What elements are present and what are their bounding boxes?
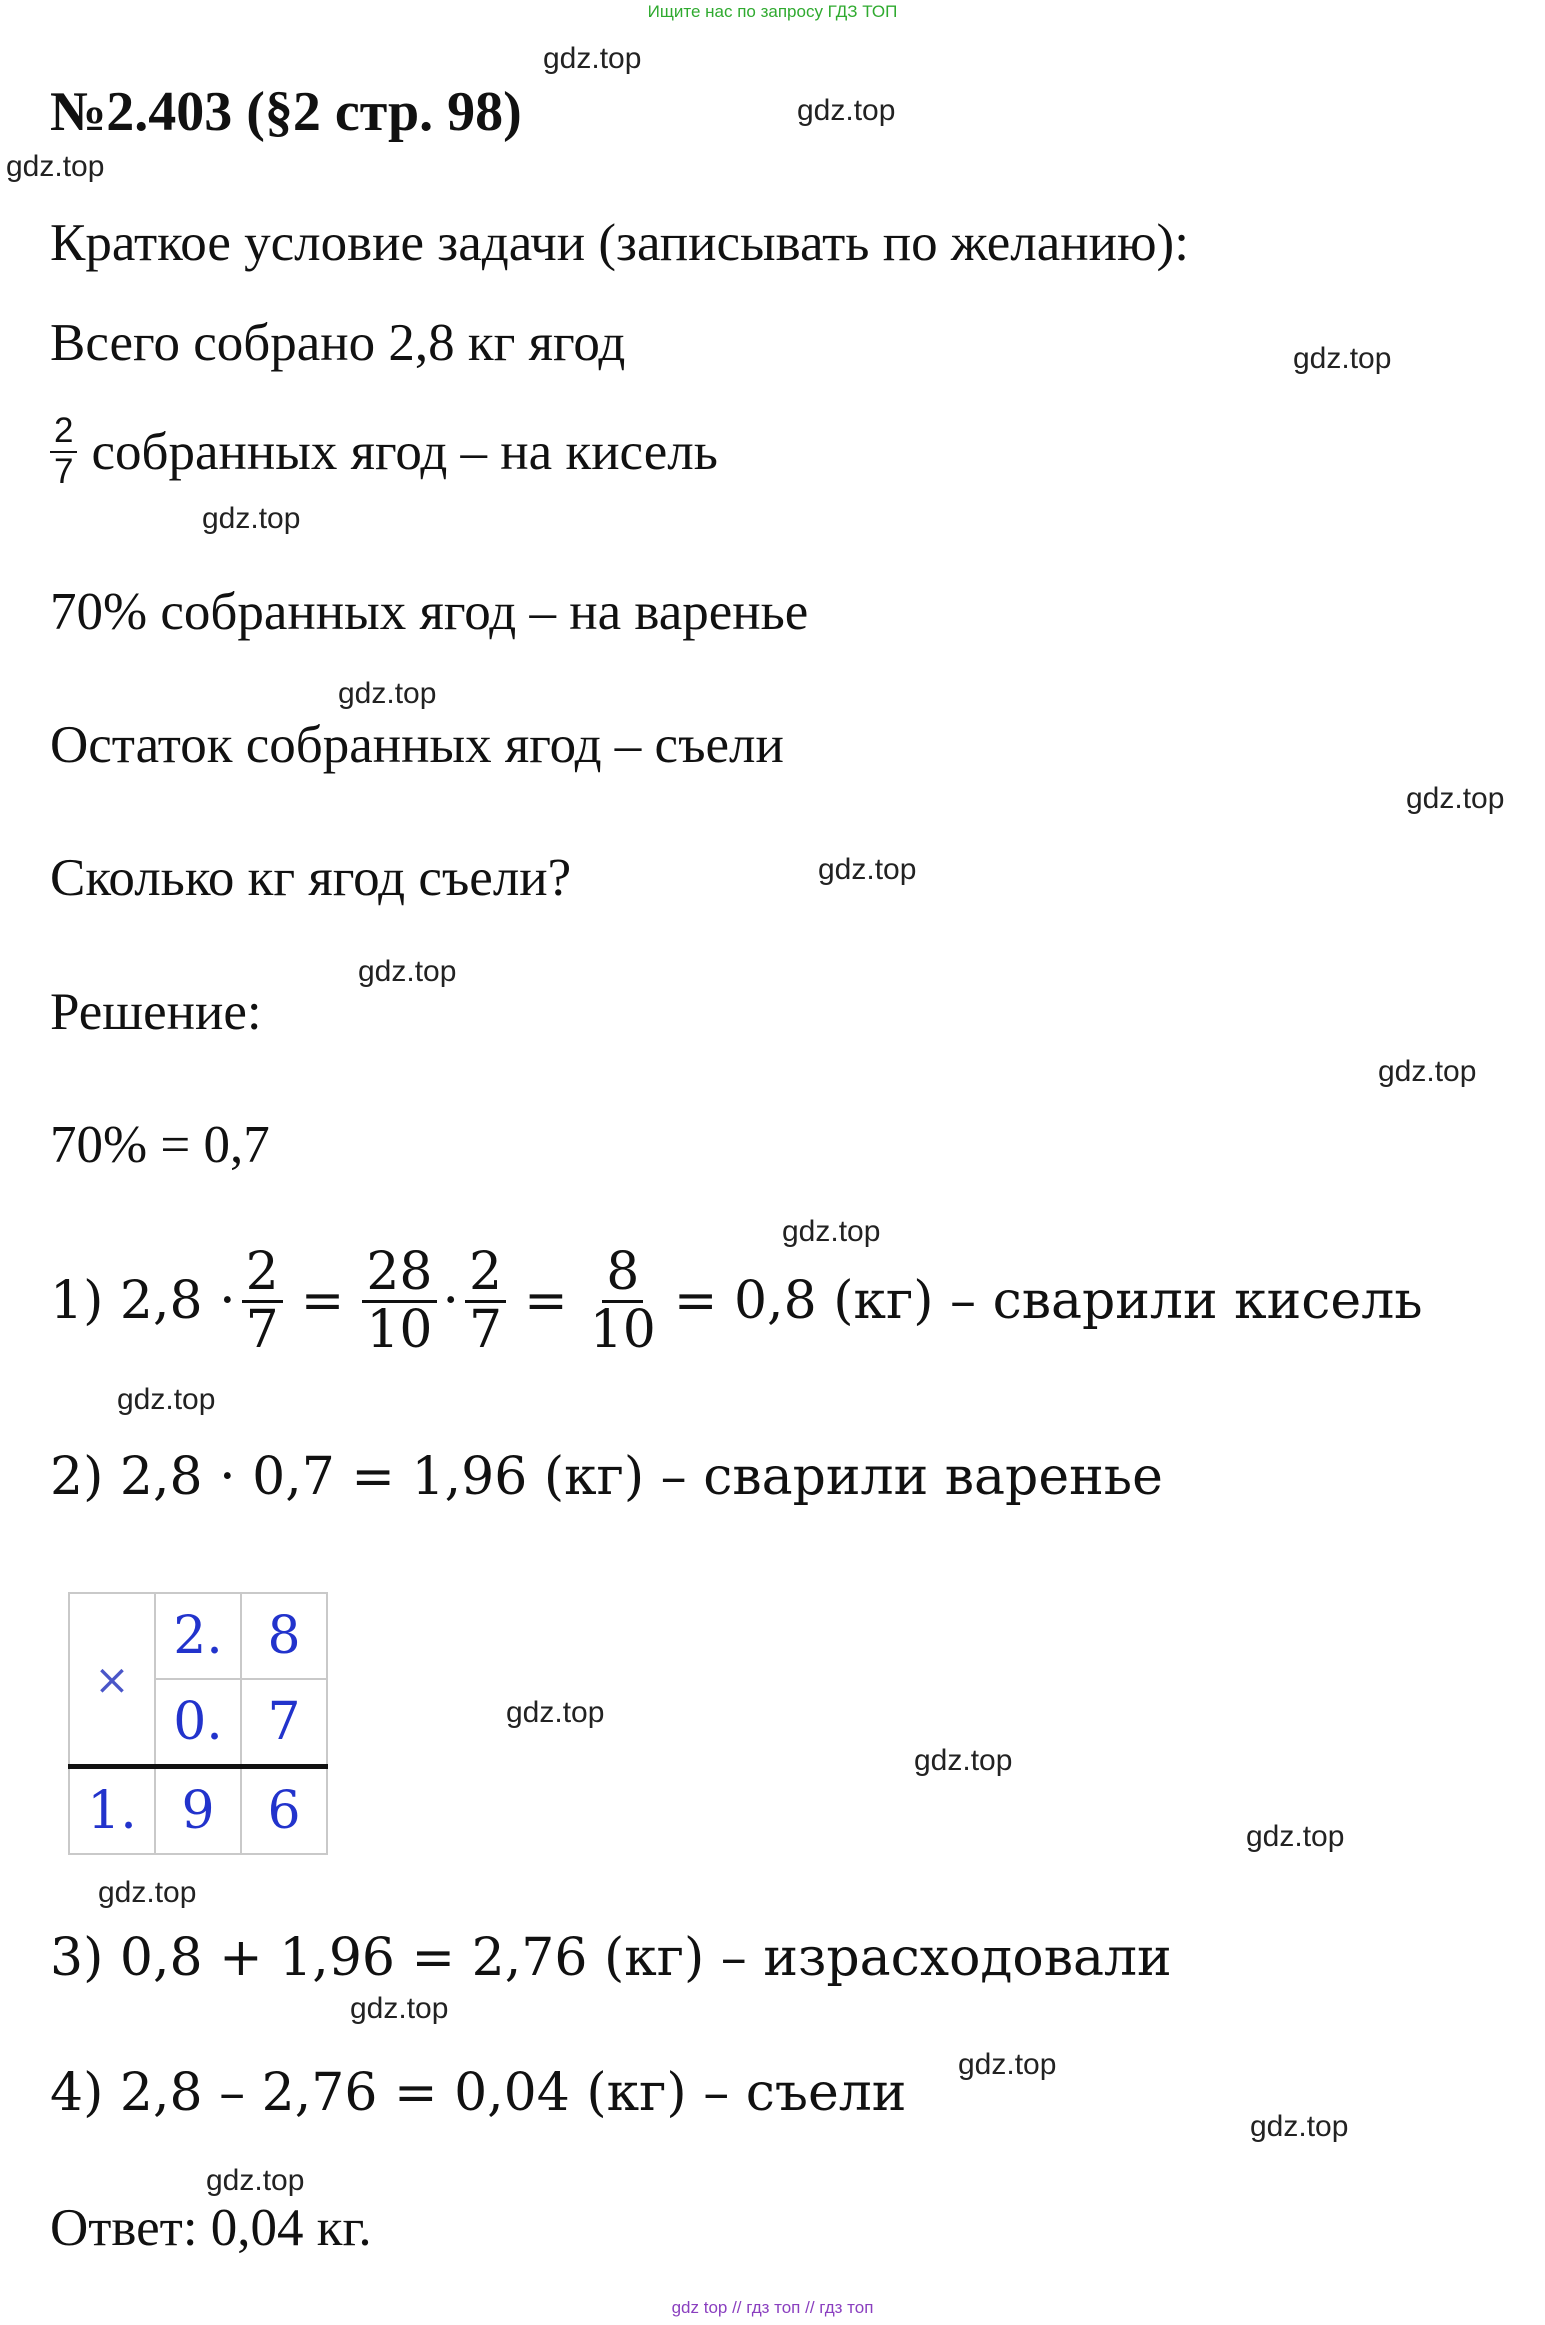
- step-4: 4) 2,8 – 2,76 = 0,04 (кг) – съели: [50, 2063, 907, 2123]
- step-1-fraction-1: [242, 1242, 283, 1360]
- kisel-text: собранных ягод – на кисель: [91, 422, 718, 481]
- step-2: 2) 2,8 · 0,7 = 1,96 (кг) – сварили варенье: [50, 1447, 1163, 1507]
- top-banner[interactable]: Ищите нас по запросу ГДЗ ТОП: [647, 2, 898, 21]
- step-1-fraction-4: [586, 1242, 660, 1360]
- answer: Ответ: 0,04 кг.: [50, 2199, 372, 2257]
- watermark: gdz.top: [206, 2164, 305, 2197]
- watermark: gdz.top: [338, 677, 437, 710]
- numerator: 2: [242, 1245, 283, 1303]
- fraction-two-sevenths: [50, 412, 77, 491]
- watermark: gdz.top: [506, 1696, 605, 1729]
- watermark: gdz.top: [98, 1876, 197, 1909]
- condition-heading: Краткое условие задачи (записывать по желанию):: [50, 214, 1189, 272]
- step-1-fraction-2: [362, 1242, 436, 1360]
- denominator: 7: [469, 1299, 503, 1360]
- equals-sign: =: [524, 1271, 568, 1332]
- solution-heading: Решение:: [50, 983, 262, 1041]
- step-1-prefix: 1) 2,8 ·: [50, 1271, 236, 1332]
- mult-cell: 0.: [155, 1679, 241, 1767]
- denominator: 10: [366, 1299, 433, 1360]
- watermark: gdz.top: [543, 42, 642, 75]
- condition-kisel: [50, 412, 718, 491]
- numerator: 8: [602, 1245, 643, 1303]
- watermark: gdz.top: [350, 1992, 449, 2025]
- step-1-suffix: = 0,8 (кг) – сварили кисель: [673, 1271, 1423, 1332]
- watermark: gdz.top: [6, 150, 105, 183]
- watermark: gdz.top: [1293, 342, 1392, 375]
- step-1-fraction-3: [465, 1242, 506, 1360]
- watermark: gdz.top: [1250, 2110, 1349, 2143]
- numerator: 28: [362, 1245, 436, 1303]
- fraction-denominator: 7: [54, 451, 74, 491]
- mult-cell: 7: [241, 1679, 327, 1767]
- mult-cell: 2.: [155, 1593, 241, 1679]
- equals-sign: =: [300, 1271, 345, 1332]
- watermark: gdz.top: [914, 1744, 1013, 1777]
- denominator: 10: [589, 1299, 656, 1360]
- percent-conversion: 70% = 0,7: [50, 1116, 270, 1174]
- watermark: gdz.top: [1246, 1820, 1345, 1853]
- watermark: gdz.top: [358, 955, 457, 988]
- step-3: 3) 0,8 + 1,96 = 2,76 (кг) – израсходовали: [50, 1928, 1172, 1988]
- multiply-sign-icon: ×: [69, 1593, 155, 1767]
- mult-result-cell: 9: [155, 1767, 241, 1855]
- fraction-numerator: 2: [50, 412, 77, 453]
- denominator: 7: [245, 1299, 279, 1360]
- mult-cell: 8: [241, 1593, 327, 1679]
- watermark: gdz.top: [1406, 782, 1505, 815]
- mult-result-cell: 1.: [69, 1767, 155, 1855]
- page-title: №2.403 (§2 стр. 98): [50, 81, 522, 143]
- watermark: gdz.top: [1378, 1055, 1477, 1088]
- watermark: gdz.top: [958, 2048, 1057, 2081]
- condition-total: Всего собрано 2,8 кг ягод: [50, 314, 626, 372]
- watermark: gdz.top: [117, 1383, 216, 1416]
- watermark: gdz.top: [782, 1215, 881, 1248]
- watermark: gdz.top: [818, 853, 917, 886]
- footer-banner[interactable]: gdz top // гдз топ // гдз топ: [671, 2298, 874, 2317]
- numerator: 2: [465, 1245, 506, 1303]
- step-1: [50, 1242, 1423, 1360]
- condition-question: Сколько кг ягод съели?: [50, 849, 572, 907]
- watermark: gdz.top: [797, 94, 896, 127]
- multiply-dot: ·: [442, 1271, 460, 1332]
- watermark: gdz.top: [202, 502, 301, 535]
- mult-result-cell: 6: [241, 1767, 327, 1855]
- condition-rest: Остаток собранных ягод – съели: [50, 716, 784, 774]
- column-multiplication: [68, 1592, 328, 1855]
- condition-jam: 70% собранных ягод – на варенье: [50, 583, 809, 641]
